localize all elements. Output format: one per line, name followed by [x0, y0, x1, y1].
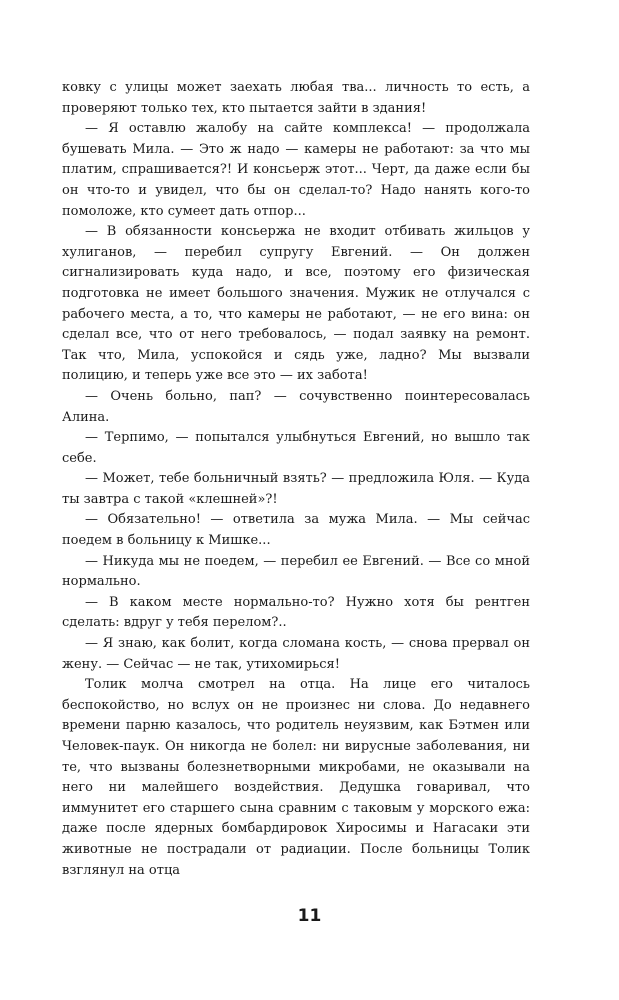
paragraph-11: Толик молча смотрел на отца. На лице его читалось беспокойство, но вслух он не произнес ни слова. До недавнего времени парню казалось, что родитель неуязвим, как Бэтмен или Человек-паук. Он никогда не болел: ни вирусные заболевания, ни те, что вызваны болезнетворными микробами, не оказывали на него ни малейшего воздействия. Дедушка говаривал, что иммунитет его старшего сына сравним с таковым у морского ежа: даже после ядерных бомбардировок Хиросимы и Нагасаки эти животные не пострадали от радиации. После больницы Толик взглянул на отца — [62, 677, 530, 878]
paragraph-8: — Никуда мы не поедем, — перебил ее Евгений. — Все со мной нормально. — [62, 553, 530, 590]
paragraph-6: — Может, тебе больничный взять? — предложила Юля. — Куда ты завтра с такой «клешней»?! — [62, 471, 530, 507]
page-body — [62, 78, 530, 881]
paragraph-7: — Обязательно! — ответила за мужа Мила. — Мы сейчас поедем в больницу к Мишке... — [62, 512, 530, 549]
page-number: 11 — [297, 906, 322, 926]
paragraph-9: — В каком месте нормально-то? Нужно хотя бы рентген сделать: вдруг у тебя перелом?.. — [62, 594, 530, 631]
paragraph-2: — Я оставлю жалобу на сайте комплекса! — продолжала бушевать Мила. — Это ж надо — камеры не работают: за что мы платим, спрашивается?! И консьерж этот... Черт, да даже если бы он что-то и увидел, что бы он сделал-то? Надо нанять кого-то помоложе, кто сумеет дать отпор... — [62, 121, 530, 219]
paragraph-1: ковку с улицы может заехать любая тва... личность то есть, а проверяют только тех, кто пытается зайти в здания! — [62, 80, 530, 116]
paragraph-4: — Очень больно, пап? — сочувственно поинтересовалась Алина. — [62, 388, 530, 425]
paragraph-3: — В обязанности консьержа не входит отбивать жильцов у хулиганов, — перебил супругу Евгений. — Он должен сигнализировать куда надо, и все, поэтому его физическая подготовка не имеет большого значения. Мужик не отлучался с рабочего места, а то, что камеры не работают, — не его вина: он сделал все, что от него требовалось, — подал заявку на ремонт. Так что, Мила, успокойся и сядь уже, ладно? Мы вызвали полицию, и теперь уже все это — их забота! — [62, 224, 530, 384]
paragraph-10: — Я знаю, как болит, когда сломана кость, — снова прервал он жену. — Сейчас — не так, утихомирься! — [62, 636, 530, 672]
paragraph-5: — Терпимо, — попытался улыбнуться Евгений, но вышло так себе. — [62, 430, 530, 466]
